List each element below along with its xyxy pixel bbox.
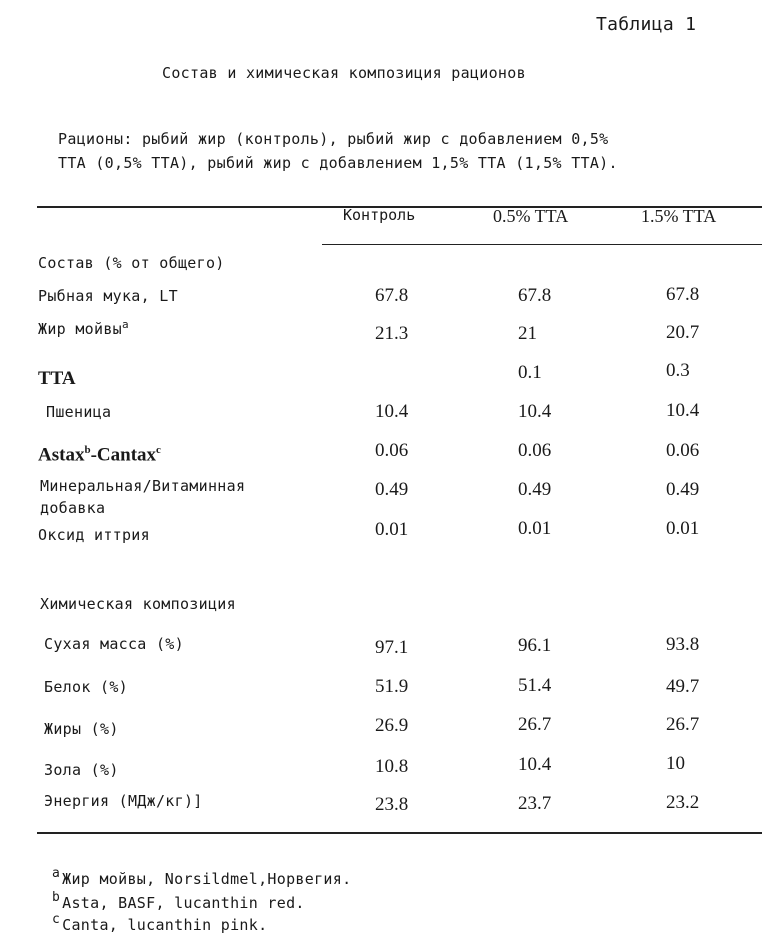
- footnote-c-mark: c: [52, 912, 61, 927]
- footnote-a-mark: a: [52, 866, 61, 881]
- column-header-tta-05: 0.5% TTA: [493, 206, 569, 226]
- table-number: Таблица 1: [596, 14, 697, 35]
- row-label-premix-line-1: Минеральная/Витаминная: [40, 477, 246, 495]
- cell-ash-tta15: 10: [666, 753, 685, 774]
- cell-dry-matter-tta05: 96.1: [518, 635, 552, 656]
- row-label-capelin-oil: [38, 318, 129, 338]
- footnote-b-text: Asta, BASF, lucanthin red.: [62, 894, 305, 912]
- row-label-tta: TTA: [38, 368, 76, 389]
- cell-dry-matter-tta15: 93.8: [666, 634, 700, 655]
- cell-wheat-control: 10.4: [375, 401, 409, 422]
- cell-energy-tta15: 23.2: [666, 792, 700, 813]
- footnote-b: [52, 890, 305, 912]
- cell-wheat-tta05: 10.4: [518, 401, 552, 422]
- section-label-composition: Состав (% от общего): [38, 254, 225, 272]
- cell-premix-tta15: 0.49: [666, 479, 700, 500]
- row-label-fish-meal: Рыбная мука, LT: [38, 287, 178, 305]
- table-note-line-2: TTA (0,5% TTA), рыбий жир с добавлением 1,5% TTA (1,5% TTA).: [58, 154, 618, 172]
- cell-fat-tta15: 26.7: [666, 714, 700, 735]
- cell-tta-tta15: 0.3: [666, 360, 690, 381]
- cell-fish-meal-control: 67.8: [375, 285, 409, 306]
- cell-protein-control: 51.9: [375, 676, 409, 697]
- row-label-wheat: Пшеница: [46, 403, 112, 421]
- cell-fat-tta05: 26.7: [518, 714, 552, 735]
- cell-tta-tta05: 0.1: [518, 362, 542, 383]
- cell-premix-control: 0.49: [375, 479, 409, 500]
- column-header-control: Контроль: [343, 206, 416, 224]
- row-label-capelin-oil-text: Жир мойвы: [38, 320, 122, 338]
- footnote-c: [52, 912, 267, 934]
- cell-yttrium-control: 0.01: [375, 519, 409, 540]
- cell-yttrium-tta05: 0.01: [518, 518, 552, 539]
- footnote-a: [52, 866, 351, 888]
- row-label-ash: Зола (%): [44, 761, 119, 779]
- cell-fish-meal-tta05: 67.8: [518, 285, 552, 306]
- cell-capelin-oil-tta15: 20.7: [666, 322, 700, 343]
- table-title: Состав и химическая композиция рационов: [162, 64, 526, 82]
- footnote-ref-b: b: [84, 444, 91, 456]
- cell-energy-tta05: 23.7: [518, 793, 552, 814]
- row-label-energy: Энергия (МДж/кг)]: [44, 792, 203, 810]
- cell-astax-tta15: 0.06: [666, 440, 700, 461]
- cell-energy-control: 23.8: [375, 794, 409, 815]
- cell-wheat-tta15: 10.4: [666, 400, 700, 421]
- cell-premix-tta05: 0.49: [518, 479, 552, 500]
- row-label-protein: Белок (%): [44, 678, 128, 696]
- cell-protein-tta05: 51.4: [518, 675, 552, 696]
- cell-ash-tta05: 10.4: [518, 754, 552, 775]
- section-label-chemical: Химическая композиция: [40, 595, 236, 613]
- row-label-yttrium-oxide: Оксид иттрия: [38, 526, 150, 544]
- cell-dry-matter-control: 97.1: [375, 637, 409, 658]
- table-header-rule: [322, 244, 762, 245]
- cell-astax-control: 0.06: [375, 440, 409, 461]
- cell-capelin-oil-control: 21.3: [375, 323, 409, 344]
- table-note-line-1: Рационы: рыбий жир (контроль), рыбий жир с добавлением 0,5%: [58, 130, 609, 148]
- cell-protein-tta15: 49.7: [666, 676, 700, 697]
- row-label-cantax: -Cantax: [90, 444, 157, 466]
- cell-capelin-oil-tta05: 21: [518, 323, 537, 344]
- row-label-astax-cantax: [38, 444, 161, 466]
- footnote-b-mark: b: [52, 890, 61, 905]
- table-bottom-rule: [37, 832, 762, 834]
- footnote-c-text: Canta, lucanthin pink.: [62, 916, 268, 934]
- cell-astax-tta05: 0.06: [518, 440, 552, 461]
- footnote-a-text: Жир мойвы, Norsildmel,Норвегия.: [62, 870, 352, 888]
- footnote-ref-a: a: [121, 318, 129, 331]
- row-label-dry-matter: Сухая масса (%): [44, 635, 184, 653]
- row-label-premix-line-2: добавка: [40, 499, 106, 517]
- row-label-fat: Жиры (%): [44, 720, 119, 738]
- cell-fat-control: 26.9: [375, 715, 409, 736]
- footnote-ref-c: c: [156, 444, 161, 456]
- cell-fish-meal-tta15: 67.8: [666, 284, 700, 305]
- row-label-astax: Astax: [38, 444, 85, 466]
- cell-yttrium-tta15: 0.01: [666, 518, 700, 539]
- cell-ash-control: 10.8: [375, 756, 409, 777]
- column-header-tta-15: 1.5% TTA: [641, 206, 717, 226]
